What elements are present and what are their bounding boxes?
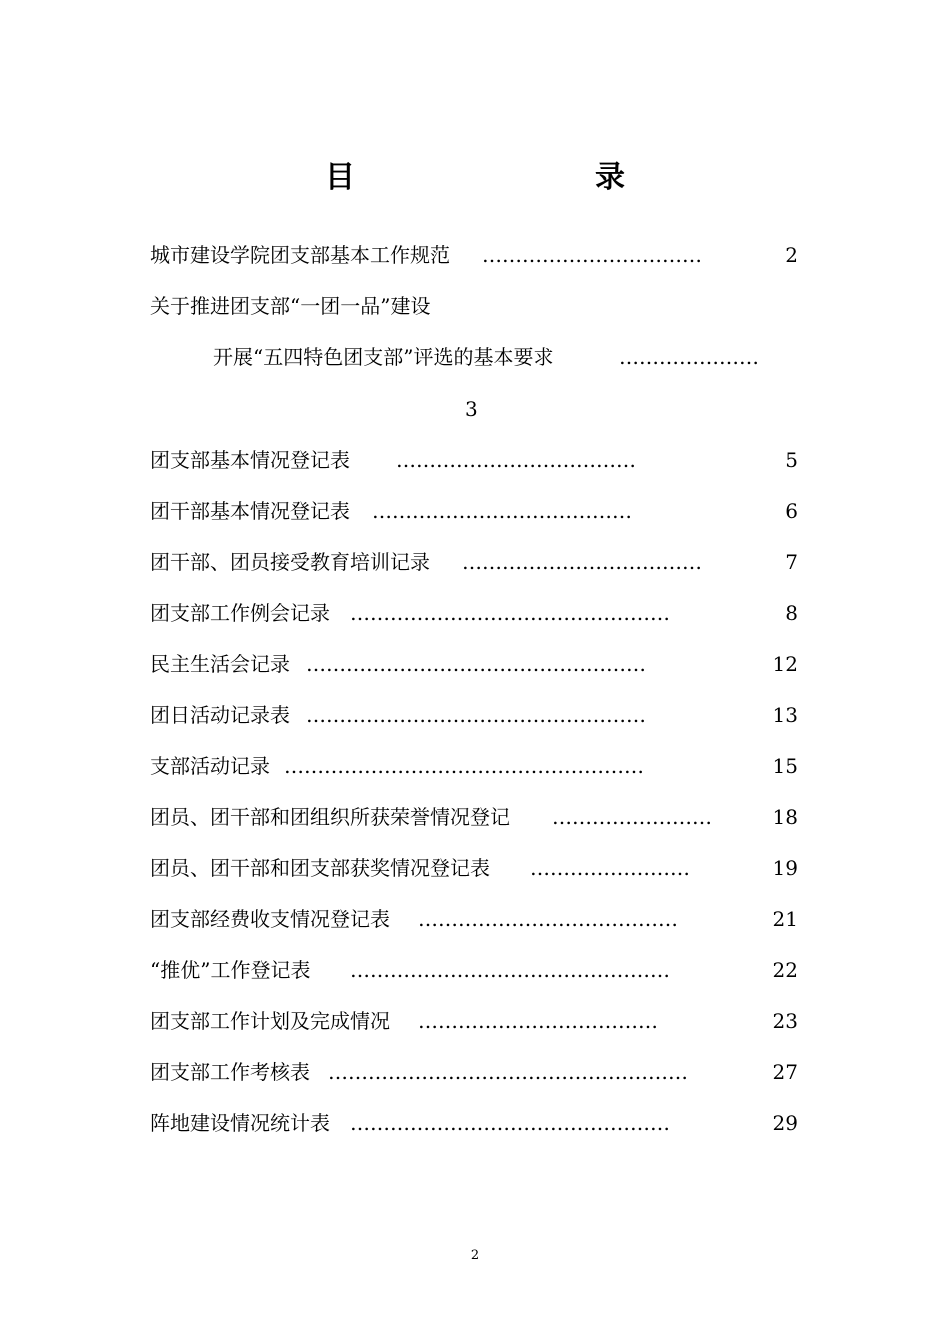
toc-entry-page: 5 [785, 448, 798, 472]
toc-entry [150, 753, 800, 779]
toc-entry-label: 团员、团干部和团支部获奖情况登记表 [150, 856, 490, 880]
toc-entry-page: 15 [772, 754, 798, 778]
toc-entry-label: “推优”工作登记表 [150, 958, 311, 982]
toc-entry-label: 城市建设学院团支部基本工作规范 [150, 243, 450, 267]
toc-title: 目 录 [325, 160, 685, 195]
toc-entry [150, 855, 800, 881]
toc-entry [150, 1110, 800, 1136]
footer-page-number: 2 [470, 1248, 480, 1263]
toc-entry [150, 651, 800, 677]
toc-entry-leader: ………………………………………… [350, 601, 670, 625]
toc-entry-label: 团支部基本情况登记表 [150, 448, 350, 472]
toc-entry [150, 447, 800, 473]
toc-entry-page: 2 [785, 243, 798, 267]
toc-entry-label: 阵地建设情况统计表 [150, 1111, 330, 1135]
toc-entry [213, 344, 793, 370]
toc-entry-leader: ………………… [619, 345, 759, 369]
toc-entry [150, 600, 800, 626]
toc-entry [150, 498, 800, 524]
toc-entry-label: 团干部基本情况登记表 [150, 499, 350, 523]
toc-entry-label: 团支部工作考核表 [150, 1060, 310, 1084]
toc-entry-leader: …………………………… [482, 243, 702, 267]
toc-entry-leader: ………………………………………… [350, 1111, 670, 1135]
toc-entry-leader: …………………… [530, 856, 690, 880]
toc-entry-label: 团员、团干部和团组织所获荣誉情况登记 [150, 805, 510, 829]
toc-entry-page: 22 [772, 958, 798, 982]
toc-entry-label: 关于推进团支部“一团一品”建设 [150, 294, 431, 318]
toc-entry-leader: ……………………………… [418, 1009, 658, 1033]
toc-entry-label: 开展“五四特色团支部”评选的基本要求 [213, 345, 554, 369]
toc-entry-page: 12 [772, 652, 798, 676]
toc-entry-label: 团支部经费收支情况登记表 [150, 907, 390, 931]
toc-entry-leader: ……………………………… [462, 550, 702, 574]
toc-entry-page: 6 [785, 499, 798, 523]
toc-entry-page: 3 [465, 397, 478, 421]
toc-entry-page: 21 [772, 907, 798, 931]
toc-entry [150, 1008, 800, 1034]
toc-entry-label: 支部活动记录 [150, 754, 270, 778]
toc-entry [150, 957, 800, 983]
toc-entry [150, 906, 800, 932]
toc-entry-page: 23 [772, 1009, 798, 1033]
toc-entry-leader: ……………………………………………… [284, 754, 644, 778]
toc-entry-leader: ………………………………… [372, 499, 632, 523]
toc-entry [150, 549, 800, 575]
toc-entry-label: 团日活动记录表 [150, 703, 290, 727]
toc-entry-page: 8 [785, 601, 798, 625]
toc-entry-page: 7 [785, 550, 798, 574]
toc-entry-leader: …………………… [552, 805, 712, 829]
toc-entry-leader: …………………………………………… [306, 652, 646, 676]
toc-entry [150, 242, 800, 268]
toc-entry-leader: …………………………………………… [306, 703, 646, 727]
toc-entry-leader: ………………………………… [418, 907, 678, 931]
toc-entry-page: 29 [772, 1111, 798, 1135]
toc-entry [150, 293, 800, 319]
toc-entry [465, 396, 495, 422]
toc-entry-label: 团干部、团员接受教育培训记录 [150, 550, 430, 574]
toc-entry [150, 702, 800, 728]
toc-entry-page: 18 [772, 805, 798, 829]
toc-entry-label: 团支部工作例会记录 [150, 601, 330, 625]
toc-entry-leader: ……………………………………………… [328, 1060, 688, 1084]
toc-entry-label: 团支部工作计划及完成情况 [150, 1009, 390, 1033]
toc-entry-leader: ……………………………… [396, 448, 636, 472]
toc-entry-label: 民主生活会记录 [150, 652, 290, 676]
toc-entry [150, 1059, 800, 1085]
toc-entry [150, 804, 800, 830]
toc-entry-page: 19 [772, 856, 798, 880]
toc-entry-page: 27 [772, 1060, 798, 1084]
toc-entry-leader: ………………………………………… [350, 958, 670, 982]
toc-entry-page: 13 [772, 703, 798, 727]
